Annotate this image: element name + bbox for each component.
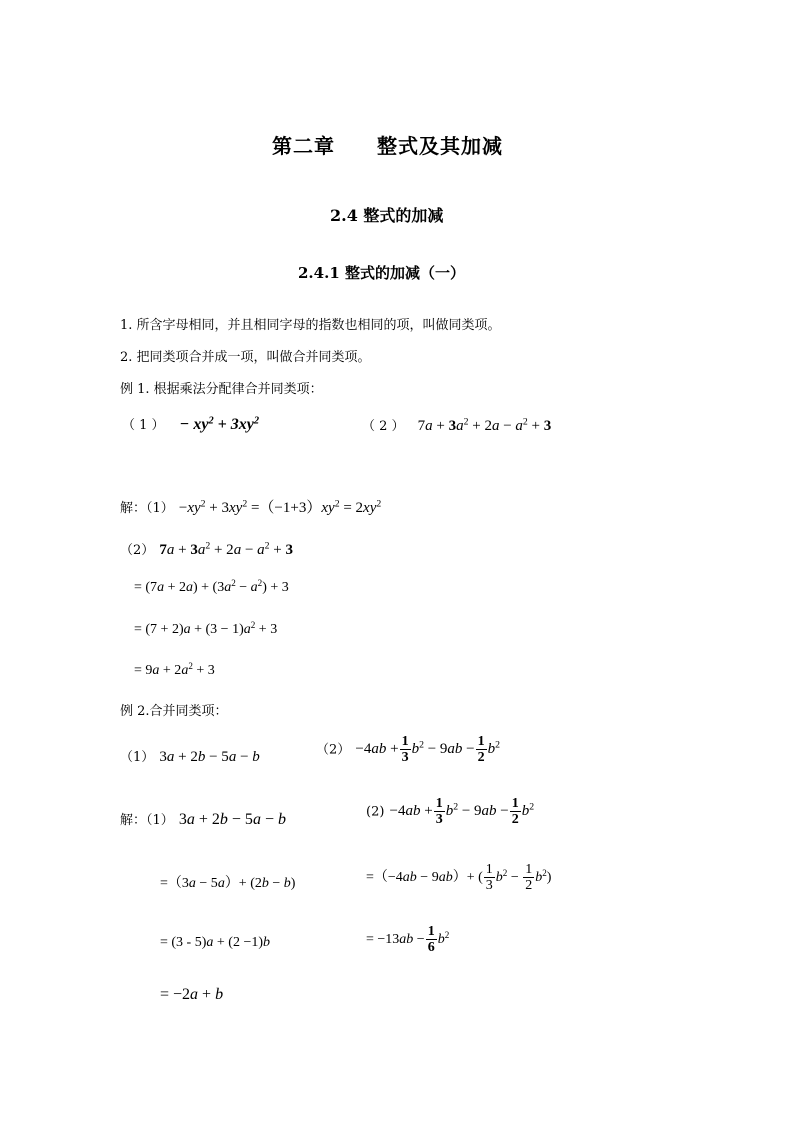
- example-1-solution-1: [120, 496, 381, 517]
- fraction: $\frac{1}{6}$: [427, 924, 435, 955]
- example-1-problem-2: [362, 415, 551, 435]
- math-step: =（−4ab − 9ab）+ ( $\frac{1}{3}$ $b^2$ − $\frac{1}{2}$ $b^2$): [366, 862, 552, 893]
- problem-label: （ 2 ）: [362, 419, 405, 434]
- fraction: $\frac{1}{2}$: [477, 734, 485, 765]
- math-step: = −13ab − $\frac{1}{6}$ $b^2$: [366, 924, 450, 955]
- problem-label: （1）: [120, 750, 155, 765]
- subsection-title: 2.4.1 整式的加减（一）: [298, 264, 465, 282]
- math-expression: 3a + 2b − 5a − b: [159, 749, 260, 765]
- math-step: = $(7a + 2a) + (3a^2 - a^2) + 3$: [134, 578, 289, 595]
- math-step: = (3 - 5)a + (2 −1)b: [160, 935, 271, 950]
- math-expression: −4ab + $\frac{1}{3}$ $b^2 - 9ab$ − $\frac{1}{2}$ $b^2$: [355, 734, 500, 765]
- solution-label: (2): [366, 804, 385, 820]
- fraction: $\frac{1}{2}$: [525, 862, 533, 893]
- example-2-problem-1: [120, 746, 260, 766]
- math-step: = −2a + b: [160, 986, 224, 1003]
- fraction: $\frac{1}{2}$: [511, 796, 519, 827]
- math-expression: 3a + 2b − 5a − b: [178, 811, 286, 828]
- example-2-problem-2: [316, 734, 500, 766]
- fraction: $\frac{1}{3}$: [401, 734, 409, 765]
- math-step: = $(7 + 2)a + (3 - 1)a^2 + 3$: [134, 620, 278, 637]
- solution-label: 解：（1）: [120, 501, 174, 516]
- math-expression: $7a + 3a^2 + 2a - a^2 + 3$: [159, 540, 293, 558]
- example-1-intro: 例 1. 根据乘法分配律合并同类项：: [120, 382, 323, 397]
- math-step: = $9a + 2a^2 + 3$: [134, 661, 215, 678]
- example-2-intro: 例 2.合并同类项：: [120, 704, 228, 719]
- math-expression: $-xy^2 + 3xy^2 =(-1+3)xy^2 = 2xy^2$: [178, 498, 382, 516]
- math-expression: $7a + 3a^2 + 2a - a^2 + 3$: [417, 416, 552, 434]
- problem-label: （2）: [316, 742, 351, 758]
- math-expression: − $xy^2 + 3xy^2$: [179, 415, 260, 433]
- example-2-solution-2: [366, 796, 534, 828]
- solution-label: 解：（1）: [120, 813, 174, 828]
- fraction: $\frac{1}{3}$: [485, 862, 493, 893]
- fraction: $\frac{1}{3}$: [435, 796, 443, 827]
- section-title: 2.4 整式的加减: [330, 206, 444, 225]
- example-1-problem-1: [122, 414, 259, 434]
- example-2-solution-1: [120, 809, 286, 829]
- math-expression: −4ab + $\frac{1}{3}$ $b^2 - 9ab$ − $\frac{1}{2}$ $b^2$: [389, 796, 535, 827]
- definition-1: 1. 所含字母相同，并且相同字母的指数也相同的项，叫做同类项。: [120, 318, 501, 333]
- example-1-solution-2: [120, 539, 293, 559]
- chapter-title: 第二章 整式及其加减: [272, 134, 503, 158]
- definition-2: 2. 把同类项合并成一项，叫做合并同类项。: [120, 350, 371, 365]
- math-step: =（3a − 5a）+ (2b − b): [160, 876, 296, 891]
- problem-label: （ 1 ）: [122, 418, 165, 433]
- solution-label: （2）: [120, 543, 155, 558]
